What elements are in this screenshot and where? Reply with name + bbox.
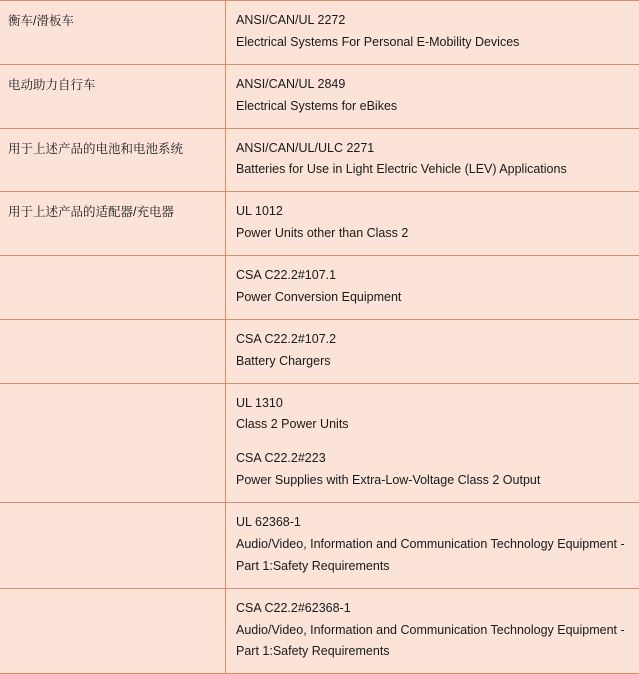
table-row [0,64,639,128]
standards-cell [226,64,639,128]
category-cell [0,128,226,192]
standard-entry [236,10,630,54]
category-label [0,589,225,611]
standard-entry [236,138,630,182]
standards-cell [226,128,639,192]
standard-description: Power Units other than Class 2 [236,223,630,245]
standards-list [226,503,639,588]
standards-list [226,1,639,64]
standards-cell [226,588,639,674]
category-label: 用于上述产品的适配器/充电器 [0,192,225,233]
standard-entry [236,74,630,118]
standard-entry [236,393,630,437]
standards-list [226,384,639,503]
standards-list [226,589,639,674]
category-cell [0,1,226,65]
standards-cell [226,319,639,383]
standards-cell [226,192,639,256]
standards-list [226,192,639,255]
table-row [0,128,639,192]
category-label: 电动助力自行车 [0,65,225,106]
category-cell [0,588,226,674]
standard-description: Battery Chargers [236,351,630,373]
table-row [0,503,639,589]
standard-code: CSA C22.2#107.2 [236,329,630,351]
standard-description: Batteries for Use in Light Electric Vehicle (LEV) Applications [236,159,630,181]
table-row [0,1,639,65]
standard-entry [236,512,630,578]
standard-entry [236,448,630,492]
category-label: 用于上述产品的电池和电池系统 [0,129,225,170]
standards-cell [226,503,639,589]
standard-code: UL 1012 [236,201,630,223]
table-row [0,256,639,320]
standards-list [226,65,639,128]
category-cell [0,256,226,320]
standard-description: Class 2 Power Units [236,414,630,436]
standard-code: ANSI/CAN/UL 2849 [236,74,630,96]
standard-code: ANSI/CAN/UL 2272 [236,10,630,32]
standard-entry [236,598,630,664]
category-cell [0,319,226,383]
standard-code: CSA C22.2#223 [236,448,630,470]
standard-entry [236,201,630,245]
standard-code: UL 62368-1 [236,512,630,534]
category-cell [0,192,226,256]
standard-description: Audio/Video, Information and Communication Technology Equipment - Part 1:Safety Requirements [236,534,630,578]
category-label [0,256,225,278]
table-row [0,192,639,256]
standards-list [226,320,639,383]
table-row [0,383,639,503]
standard-entry [236,329,630,373]
standards-cell [226,256,639,320]
category-label [0,320,225,342]
standard-description: Audio/Video, Information and Communication Technology Equipment - Part 1:Safety Requirements [236,620,630,664]
standard-entry [236,265,630,309]
standards-list [226,129,639,192]
standard-description: Electrical Systems for eBikes [236,96,630,118]
standard-code: ANSI/CAN/UL/ULC 2271 [236,138,630,160]
standard-code: CSA C22.2#107.1 [236,265,630,287]
standards-cell [226,383,639,503]
category-cell [0,64,226,128]
standard-code: UL 1310 [236,393,630,415]
standards-cell [226,1,639,65]
standard-description: Power Conversion Equipment [236,287,630,309]
category-label [0,384,225,406]
table-row [0,319,639,383]
category-cell [0,503,226,589]
standard-description: Electrical Systems For Personal E-Mobility Devices [236,32,630,54]
standards-table-body [0,1,639,674]
standards-list [226,256,639,319]
category-label [0,503,225,525]
standard-code: CSA C22.2#62368-1 [236,598,630,620]
standard-description: Power Supplies with Extra-Low-Voltage Class 2 Output [236,470,630,492]
category-label: 衡车/滑板车 [0,1,225,42]
table-row [0,588,639,674]
category-cell [0,383,226,503]
